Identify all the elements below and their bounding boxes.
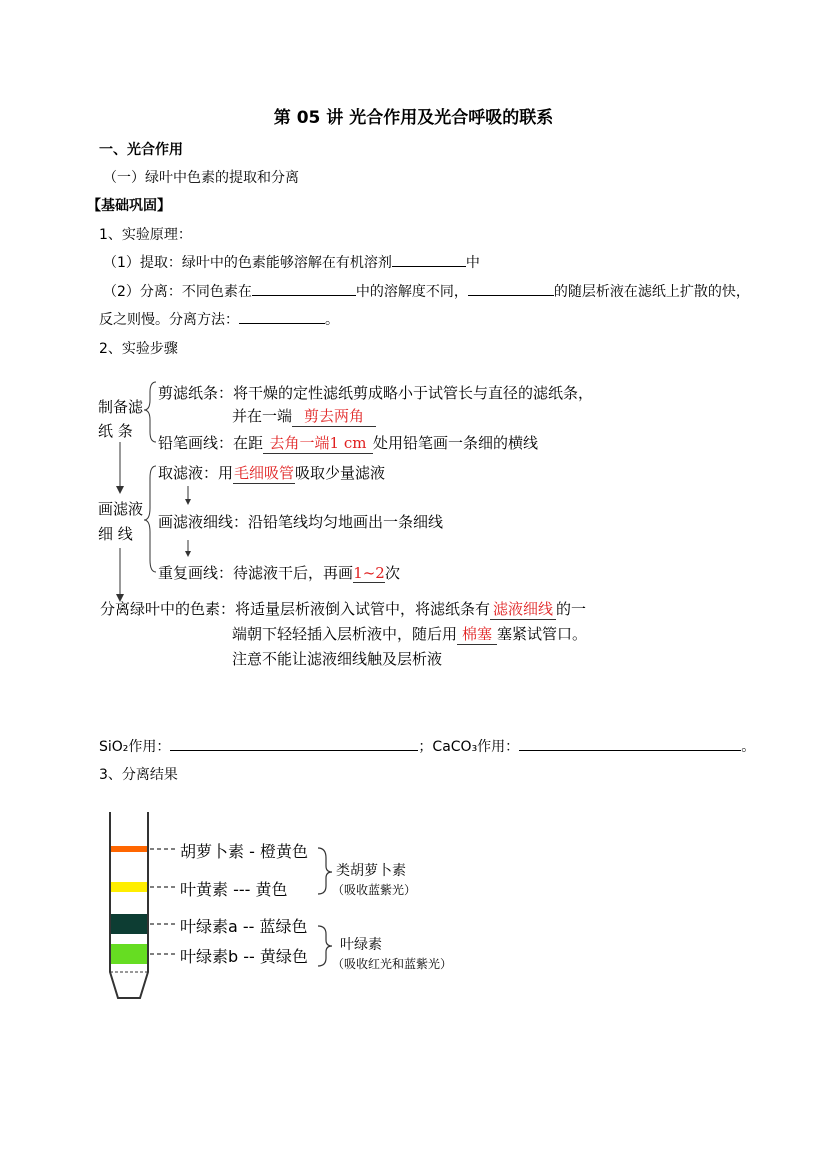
repeat-line-step xyxy=(158,562,400,583)
band-label-carotene: 胡萝卜素 - 橙黄色 xyxy=(180,842,308,861)
sep-line2-prefix: 端朝下轻轻插入层析液中，随后用 xyxy=(232,625,458,643)
repeat-prefix: 重复画线：待滤液干后，再画 xyxy=(158,564,354,582)
band-carotene xyxy=(111,846,147,852)
extract-text: （1）提取：绿叶中的色素能够溶解在有机溶剂 xyxy=(103,255,392,271)
method-suffix: 。 xyxy=(325,312,339,328)
carotene-color: 橙黄色 xyxy=(259,842,308,861)
pencil-prefix: 铅笔画线：在距 xyxy=(158,434,264,452)
paper-strip xyxy=(110,812,148,998)
take-prefix: 取滤液：用 xyxy=(158,464,234,482)
caco3-label: ；CaCO₃作用： xyxy=(418,739,520,755)
carotene-name: 胡萝卜素 xyxy=(180,842,245,861)
xanthophyll-color: 黄色 xyxy=(255,880,288,899)
cut-strip-line2 xyxy=(232,405,376,427)
pencil-suffix: 处用铅笔画一条细的横线 xyxy=(373,434,539,452)
separate-suffix: 的随层析液在滤纸上扩散的快， xyxy=(553,284,750,300)
subsection-heading: （一）绿叶中色素的提取和分离 xyxy=(103,170,299,186)
page-title: 第 05 讲 光合作用及光合呼吸的联系 xyxy=(273,108,554,128)
draw-line-step: 画滤液细线：沿铅笔线均匀地画出一条细线 xyxy=(158,513,444,531)
sep-line2-suffix: 塞紧试管口。 xyxy=(497,625,588,643)
separate-text: （2）分离：不同色素在 xyxy=(103,284,252,300)
group-carotenoids-note: （吸收蓝紫光） xyxy=(332,883,417,897)
band-label-chlorophyll-a: 叶绿素a -- 蓝绿色 xyxy=(180,917,308,936)
sep-answer2: 棉塞 xyxy=(457,623,497,645)
separate-step-line3: 注意不能让滤液细线触及层析液 xyxy=(232,650,443,668)
band-xanthophyll xyxy=(111,882,147,892)
pencil-line xyxy=(158,432,538,454)
sep-answer1: 滤液细线 xyxy=(490,598,556,620)
take-suffix: 吸取少量滤液 xyxy=(295,464,386,482)
item1-heading: 1、实验原理： xyxy=(99,227,192,243)
section-heading-photosynthesis: 一、光合作用 xyxy=(99,142,183,158)
band-chlorophyll-b xyxy=(111,944,147,964)
group-chlorophylls-note: （吸收红光和蓝紫光） xyxy=(332,957,453,971)
pencil-answer: 去角一端1 cm xyxy=(263,432,373,454)
step2-label-b: 细 线 xyxy=(98,525,133,543)
chlorophyll-a-name: 叶绿素a xyxy=(180,917,238,936)
take-answer: 毛细吸管 xyxy=(234,464,295,482)
separate-step-line2 xyxy=(232,623,587,645)
xanthophyll-name: 叶黄素 xyxy=(180,880,229,899)
item2-heading: 2、实验步骤 xyxy=(99,341,178,357)
chromatography-strip-figure xyxy=(100,808,460,1004)
cut-strip-prefix: 并在一端 xyxy=(232,407,293,425)
separate-mid: 中的溶解度不同， xyxy=(355,284,468,300)
extract-suffix: 中 xyxy=(465,255,480,271)
sep-suffix1: 的一 xyxy=(556,600,587,618)
band-label-xanthophyll: 叶黄素 --- 黄色 xyxy=(180,880,288,899)
sep-prefix: 分离绿叶中的色素：将适量层析液倒入试管中，将滤纸条有 xyxy=(100,600,491,618)
group-chlorophylls: 叶绿素 xyxy=(340,937,382,953)
consolidate-heading: 【基础巩固】 xyxy=(87,198,171,214)
band-label-chlorophyll-b: 叶绿素b -- 黄绿色 xyxy=(180,947,308,966)
cut-strip-answer: 剪去两角 xyxy=(292,405,376,427)
group-carotenoids: 类胡萝卜素 xyxy=(336,863,406,879)
step1-label-b: 纸 条 xyxy=(98,422,133,440)
take-filtrate-line xyxy=(158,462,385,484)
step2-label-a: 画滤液 xyxy=(98,500,144,518)
band-chlorophyll-a xyxy=(111,914,147,934)
caco3-blank[interactable] xyxy=(519,736,741,751)
sio2-end: 。 xyxy=(741,739,756,755)
chlorophyll-b-color: 黄绿色 xyxy=(259,947,308,966)
sio2-label: SiO₂作用： xyxy=(99,739,171,755)
repeat-answer: 1~2 xyxy=(353,564,385,582)
chlorophyll-a-color: 蓝绿色 xyxy=(259,917,308,936)
method-text: 反之则慢。分离方法： xyxy=(99,312,239,328)
cut-strip-line1: 剪滤纸条：将干燥的定性滤纸剪成略小于试管长与直径的滤纸条， xyxy=(158,384,594,402)
item3-heading: 3、分离结果 xyxy=(99,767,178,783)
sio2-blank[interactable] xyxy=(170,736,418,751)
chlorophyll-b-name: 叶绿素b xyxy=(180,947,239,966)
step1-label-a: 制备滤 xyxy=(98,398,144,416)
reagent-roles-line xyxy=(99,736,755,756)
repeat-suffix: 次 xyxy=(385,564,401,582)
separate-step-line1 xyxy=(100,598,586,620)
